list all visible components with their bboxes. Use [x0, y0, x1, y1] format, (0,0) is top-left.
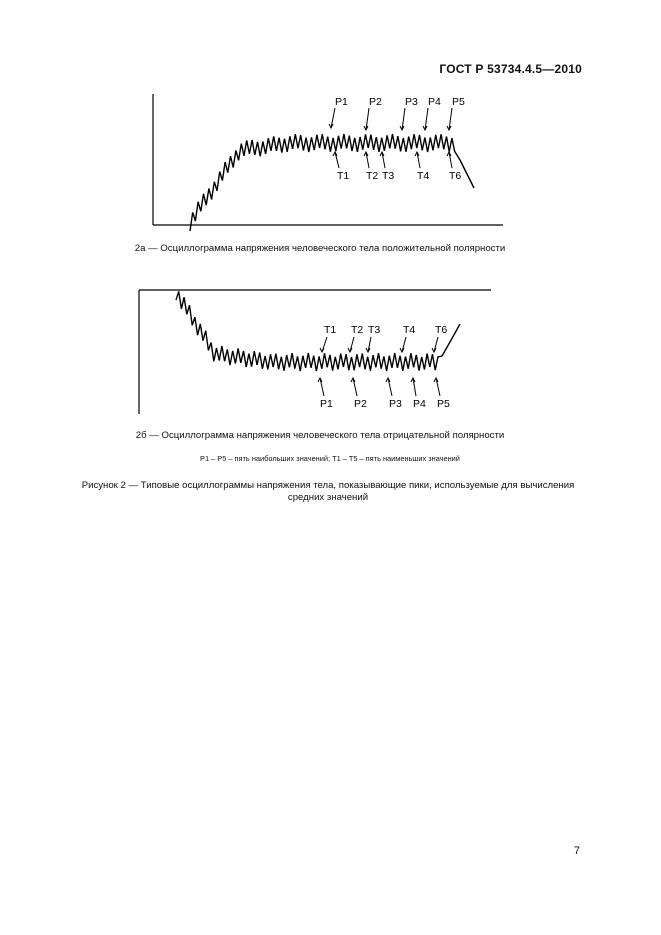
trough-label-t1: T1 [337, 170, 350, 182]
trough-label-t1: T1 [324, 324, 337, 336]
trough-label-t2: T2 [351, 324, 364, 336]
trough-label-t2: T2 [366, 170, 379, 182]
marker-arrows [329, 108, 452, 168]
peak-label-p2: P2 [369, 96, 382, 108]
trough-label-t4: T4 [403, 324, 416, 336]
waveform [190, 134, 474, 231]
peak-label-p5: P5 [437, 398, 450, 410]
peak-label-p1: P1 [320, 398, 333, 410]
figure-caption: Рисунок 2 — Типовые осциллограммы напряжения тела, показывающие пики, используемые для вычисления средних значений [81, 480, 575, 503]
trough-label-t3: T3 [382, 170, 395, 182]
marker-arrows [318, 337, 440, 396]
caption-figure-2a: 2а — Осциллограмма напряжения человеческого тела положительной полярности [134, 243, 506, 254]
trough-label-t6: T6 [449, 170, 462, 182]
peak-label-p3: P3 [405, 96, 418, 108]
caption-figure-2b: 2б — Осциллограмма напряжения человеческого тела отрицательной полярности [135, 430, 505, 441]
peak-label-p4: P4 [428, 96, 441, 108]
peak-label-p1: P1 [335, 96, 348, 108]
document-header: ГОСТ Р 53734.4.5—2010 [439, 62, 582, 76]
waveform [176, 291, 460, 371]
oscillogram-positive [0, 0, 661, 240]
peak-label-p2: P2 [354, 398, 367, 410]
peak-label-p3: P3 [389, 398, 402, 410]
page-number: 7 [573, 845, 580, 857]
trough-label-t4: T4 [417, 170, 430, 182]
legend-note: P1 – P5 – пять наибольших значений; T1 – T5 – пять наименьших значений [200, 454, 460, 463]
trough-label-t3: T3 [368, 324, 381, 336]
peak-label-p4: P4 [413, 398, 426, 410]
oscillogram-negative [0, 280, 661, 420]
trough-label-t6: T6 [435, 324, 448, 336]
peak-label-p5: P5 [452, 96, 465, 108]
axes [139, 290, 491, 414]
